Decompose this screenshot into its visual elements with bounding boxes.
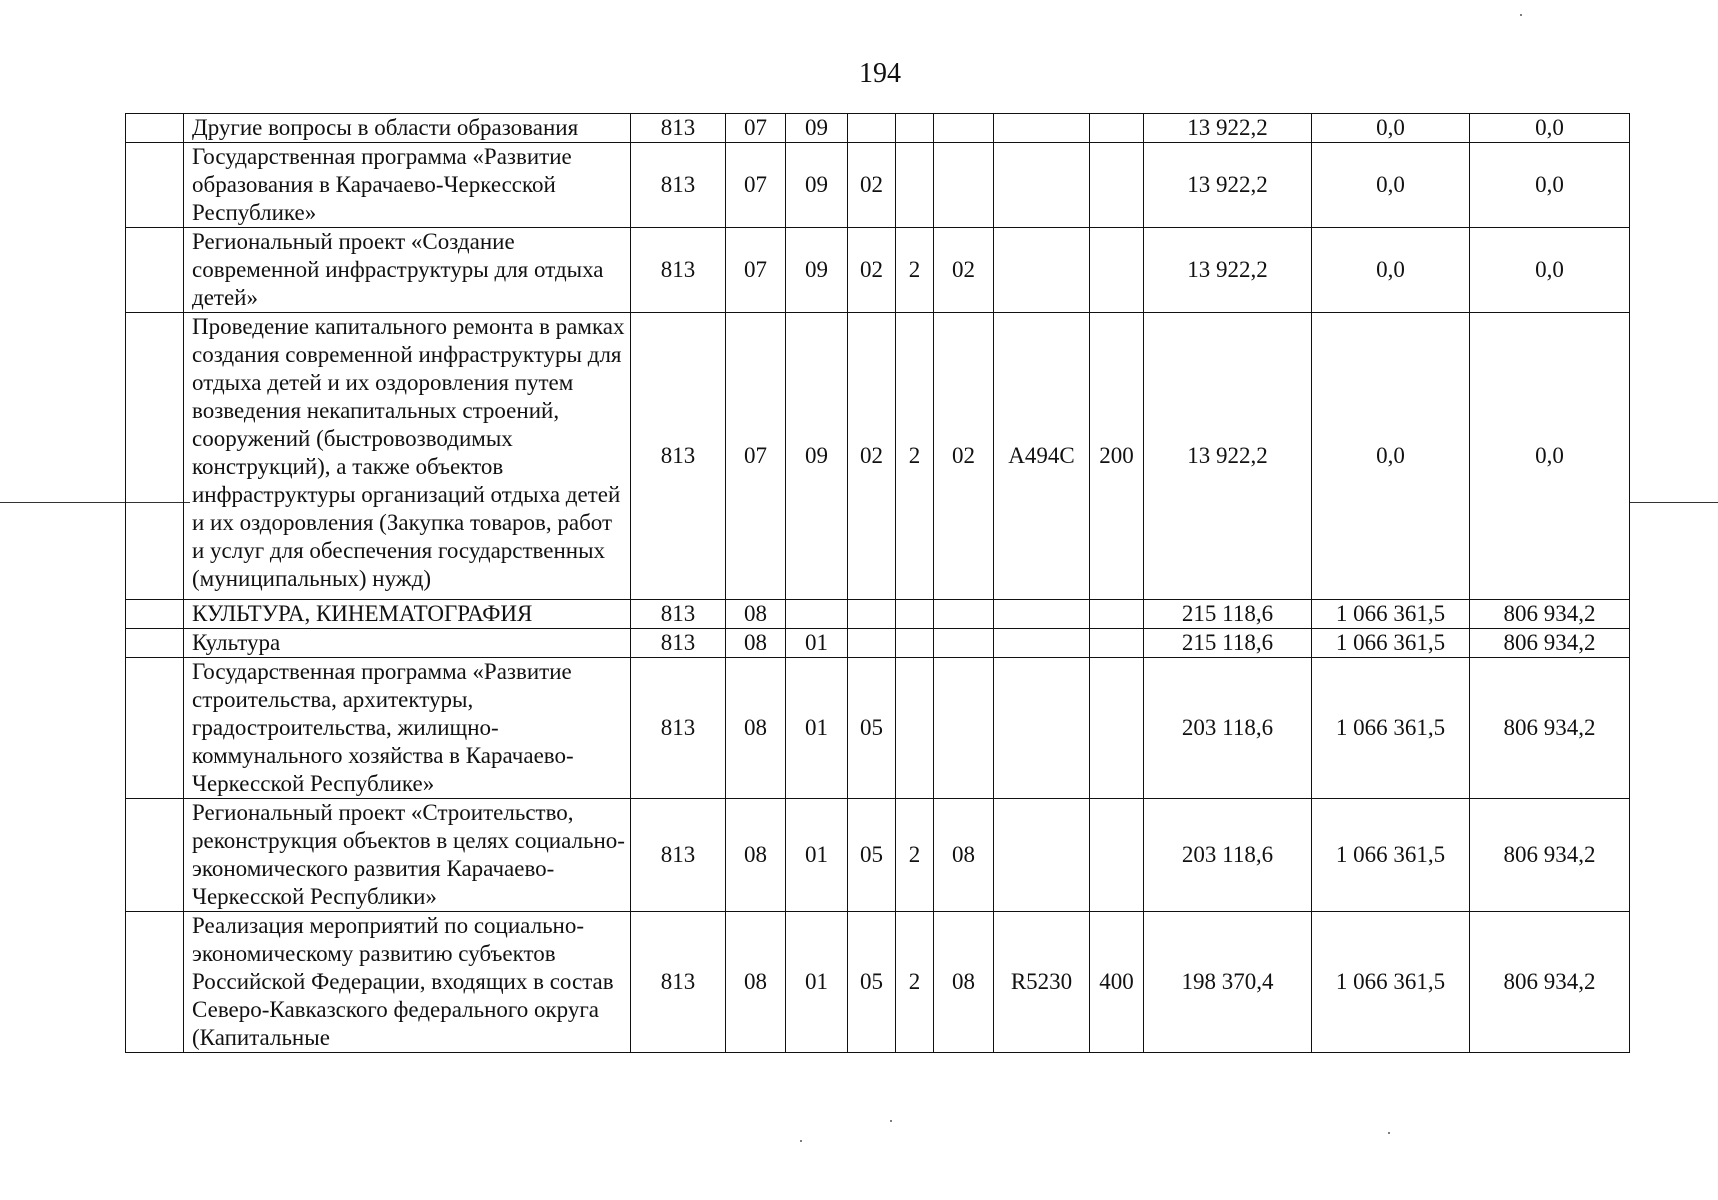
project-code-cell	[934, 143, 994, 228]
amount-year1-cell: 13 922,2	[1144, 313, 1312, 600]
program-code-cell	[848, 600, 896, 629]
table-row	[126, 629, 1630, 658]
amount-year1-cell: 215 118,6	[1144, 600, 1312, 629]
subsection-code-cell: 09	[786, 228, 848, 313]
section-code-cell: 08	[726, 912, 786, 1053]
row-lead-cell	[126, 313, 184, 600]
subsection-code-cell: 09	[786, 313, 848, 600]
amount-year3-cell: 806 934,2	[1470, 658, 1630, 799]
row-lead-cell	[126, 799, 184, 912]
direction-code-cell: R5230	[994, 912, 1090, 1053]
program-code-cell: 05	[848, 799, 896, 912]
amount-year2-cell: 1 066 361,5	[1312, 912, 1470, 1053]
amount-year2-cell: 1 066 361,5	[1312, 658, 1470, 799]
amount-year3-cell: 0,0	[1470, 228, 1630, 313]
program-code-cell: 02	[848, 228, 896, 313]
page-number: 194	[859, 58, 901, 89]
section-code-cell: 07	[726, 313, 786, 600]
section-code-cell: 08	[726, 629, 786, 658]
section-code-cell: 07	[726, 228, 786, 313]
project-code-cell	[934, 629, 994, 658]
subsection-code-cell: 09	[786, 143, 848, 228]
amount-year2-cell: 1 066 361,5	[1312, 600, 1470, 629]
admin-code-cell: 813	[631, 114, 726, 143]
program-code-cell: 05	[848, 658, 896, 799]
expense-type-cell: 200	[1090, 313, 1144, 600]
scan-speck	[890, 1120, 892, 1122]
project-code-cell	[934, 600, 994, 629]
table-row	[126, 658, 1630, 799]
project-code-cell: 08	[934, 799, 994, 912]
row-name-cell: Региональный проект «Строительство, реконструкция объектов в целях социально-экономического развития Карачаево-Черкесской Республики»	[184, 799, 631, 912]
subprogram-type-cell	[896, 143, 934, 228]
section-code-cell: 08	[726, 658, 786, 799]
expense-type-cell	[1090, 600, 1144, 629]
amount-year1-cell: 203 118,6	[1144, 658, 1312, 799]
section-code-cell: 07	[726, 143, 786, 228]
row-name-cell: Реализация мероприятий по социально-экономическому развитию субъектов Российской Федерации, входящих в состав Северо-Кавказского федерального округа (Капитальные	[184, 912, 631, 1053]
row-name-cell: Государственная программа «Развитие образования в Карачаево-Черкесской Республике»	[184, 143, 631, 228]
expense-type-cell	[1090, 629, 1144, 658]
amount-year3-cell: 806 934,2	[1470, 629, 1630, 658]
admin-code-cell: 813	[631, 912, 726, 1053]
admin-code-cell: 813	[631, 600, 726, 629]
row-name-cell: Государственная программа «Развитие строительства, архитектуры, градостроительства, жилищно-коммунального хозяйства в Карачаево-Черкесской Республике»	[184, 658, 631, 799]
direction-code-cell	[994, 600, 1090, 629]
subsection-code-cell: 01	[786, 799, 848, 912]
row-lead-cell	[126, 114, 184, 143]
amount-year3-cell: 0,0	[1470, 313, 1630, 600]
row-lead-cell	[126, 600, 184, 629]
row-name-cell: КУЛЬТУРА, КИНЕМАТОГРАФИЯ	[184, 600, 631, 629]
subsection-code-cell: 09	[786, 114, 848, 143]
amount-year3-cell: 0,0	[1470, 143, 1630, 228]
row-name-cell: Региональный проект «Создание современной инфраструктуры для отдыха детей»	[184, 228, 631, 313]
table-row	[126, 143, 1630, 228]
subsection-code-cell: 01	[786, 658, 848, 799]
amount-year1-cell: 13 922,2	[1144, 143, 1312, 228]
admin-code-cell: 813	[631, 143, 726, 228]
subprogram-type-cell	[896, 600, 934, 629]
program-code-cell	[848, 629, 896, 658]
row-lead-cell	[126, 658, 184, 799]
row-name-cell: Проведение капитального ремонта в рамках создания современной инфраструктуры для отдыха детей и их оздоровления путем возведения некапитальных строений, сооружений (быстровозводимых конструкций), а также объектов инфраструктуры организаций отдыха детей и их оздоровления (Закупка товаров, работ и услуг для обеспечения государственных (муниципальных) нужд)	[184, 313, 631, 600]
amount-year2-cell: 0,0	[1312, 114, 1470, 143]
subsection-code-cell	[786, 600, 848, 629]
direction-code-cell	[994, 799, 1090, 912]
expense-type-cell	[1090, 658, 1144, 799]
amount-year1-cell: 198 370,4	[1144, 912, 1312, 1053]
section-code-cell: 07	[726, 114, 786, 143]
amount-year3-cell: 806 934,2	[1470, 600, 1630, 629]
subprogram-type-cell: 2	[896, 912, 934, 1053]
project-code-cell	[934, 114, 994, 143]
subsection-code-cell: 01	[786, 629, 848, 658]
project-code-cell: 02	[934, 228, 994, 313]
amount-year2-cell: 1 066 361,5	[1312, 629, 1470, 658]
table-row	[126, 228, 1630, 313]
admin-code-cell: 813	[631, 658, 726, 799]
subprogram-type-cell: 2	[896, 799, 934, 912]
admin-code-cell: 813	[631, 629, 726, 658]
program-code-cell	[848, 114, 896, 143]
section-code-cell: 08	[726, 799, 786, 912]
section-code-cell: 08	[726, 600, 786, 629]
fold-mark-right	[1630, 502, 1718, 503]
amount-year3-cell: 0,0	[1470, 114, 1630, 143]
amount-year1-cell: 215 118,6	[1144, 629, 1312, 658]
project-code-cell: 02	[934, 313, 994, 600]
subprogram-type-cell	[896, 629, 934, 658]
expense-type-cell: 400	[1090, 912, 1144, 1053]
expense-type-cell	[1090, 228, 1144, 313]
row-name-cell: Культура	[184, 629, 631, 658]
direction-code-cell: А494С	[994, 313, 1090, 600]
direction-code-cell	[994, 114, 1090, 143]
subprogram-type-cell	[896, 114, 934, 143]
amount-year3-cell: 806 934,2	[1470, 799, 1630, 912]
amount-year2-cell: 0,0	[1312, 313, 1470, 600]
budget-table-body	[126, 114, 1630, 1053]
subprogram-type-cell	[896, 658, 934, 799]
amount-year1-cell: 203 118,6	[1144, 799, 1312, 912]
amount-year2-cell: 0,0	[1312, 228, 1470, 313]
amount-year1-cell: 13 922,2	[1144, 114, 1312, 143]
row-lead-cell	[126, 629, 184, 658]
table-row	[126, 313, 1630, 600]
scan-speck	[1388, 1132, 1390, 1134]
subprogram-type-cell: 2	[896, 313, 934, 600]
table-row	[126, 114, 1630, 143]
program-code-cell: 02	[848, 313, 896, 600]
program-code-cell: 05	[848, 912, 896, 1053]
expense-type-cell	[1090, 799, 1144, 912]
direction-code-cell	[994, 658, 1090, 799]
project-code-cell	[934, 658, 994, 799]
amount-year2-cell: 0,0	[1312, 143, 1470, 228]
scan-speck	[800, 1140, 802, 1142]
subprogram-type-cell: 2	[896, 228, 934, 313]
direction-code-cell	[994, 629, 1090, 658]
admin-code-cell: 813	[631, 313, 726, 600]
table-row	[126, 912, 1630, 1053]
subsection-code-cell: 01	[786, 912, 848, 1053]
row-lead-cell	[126, 912, 184, 1053]
amount-year2-cell: 1 066 361,5	[1312, 799, 1470, 912]
budget-table	[125, 113, 1630, 1053]
row-lead-cell	[126, 143, 184, 228]
program-code-cell: 02	[848, 143, 896, 228]
row-name-cell: Другие вопросы в области образования	[184, 114, 631, 143]
direction-code-cell	[994, 143, 1090, 228]
direction-code-cell	[994, 228, 1090, 313]
admin-code-cell: 813	[631, 799, 726, 912]
amount-year3-cell: 806 934,2	[1470, 912, 1630, 1053]
table-row	[126, 600, 1630, 629]
project-code-cell: 08	[934, 912, 994, 1053]
expense-type-cell	[1090, 143, 1144, 228]
admin-code-cell: 813	[631, 228, 726, 313]
scan-speck	[1520, 14, 1522, 16]
table-row	[126, 799, 1630, 912]
expense-type-cell	[1090, 114, 1144, 143]
row-lead-cell	[126, 228, 184, 313]
amount-year1-cell: 13 922,2	[1144, 228, 1312, 313]
